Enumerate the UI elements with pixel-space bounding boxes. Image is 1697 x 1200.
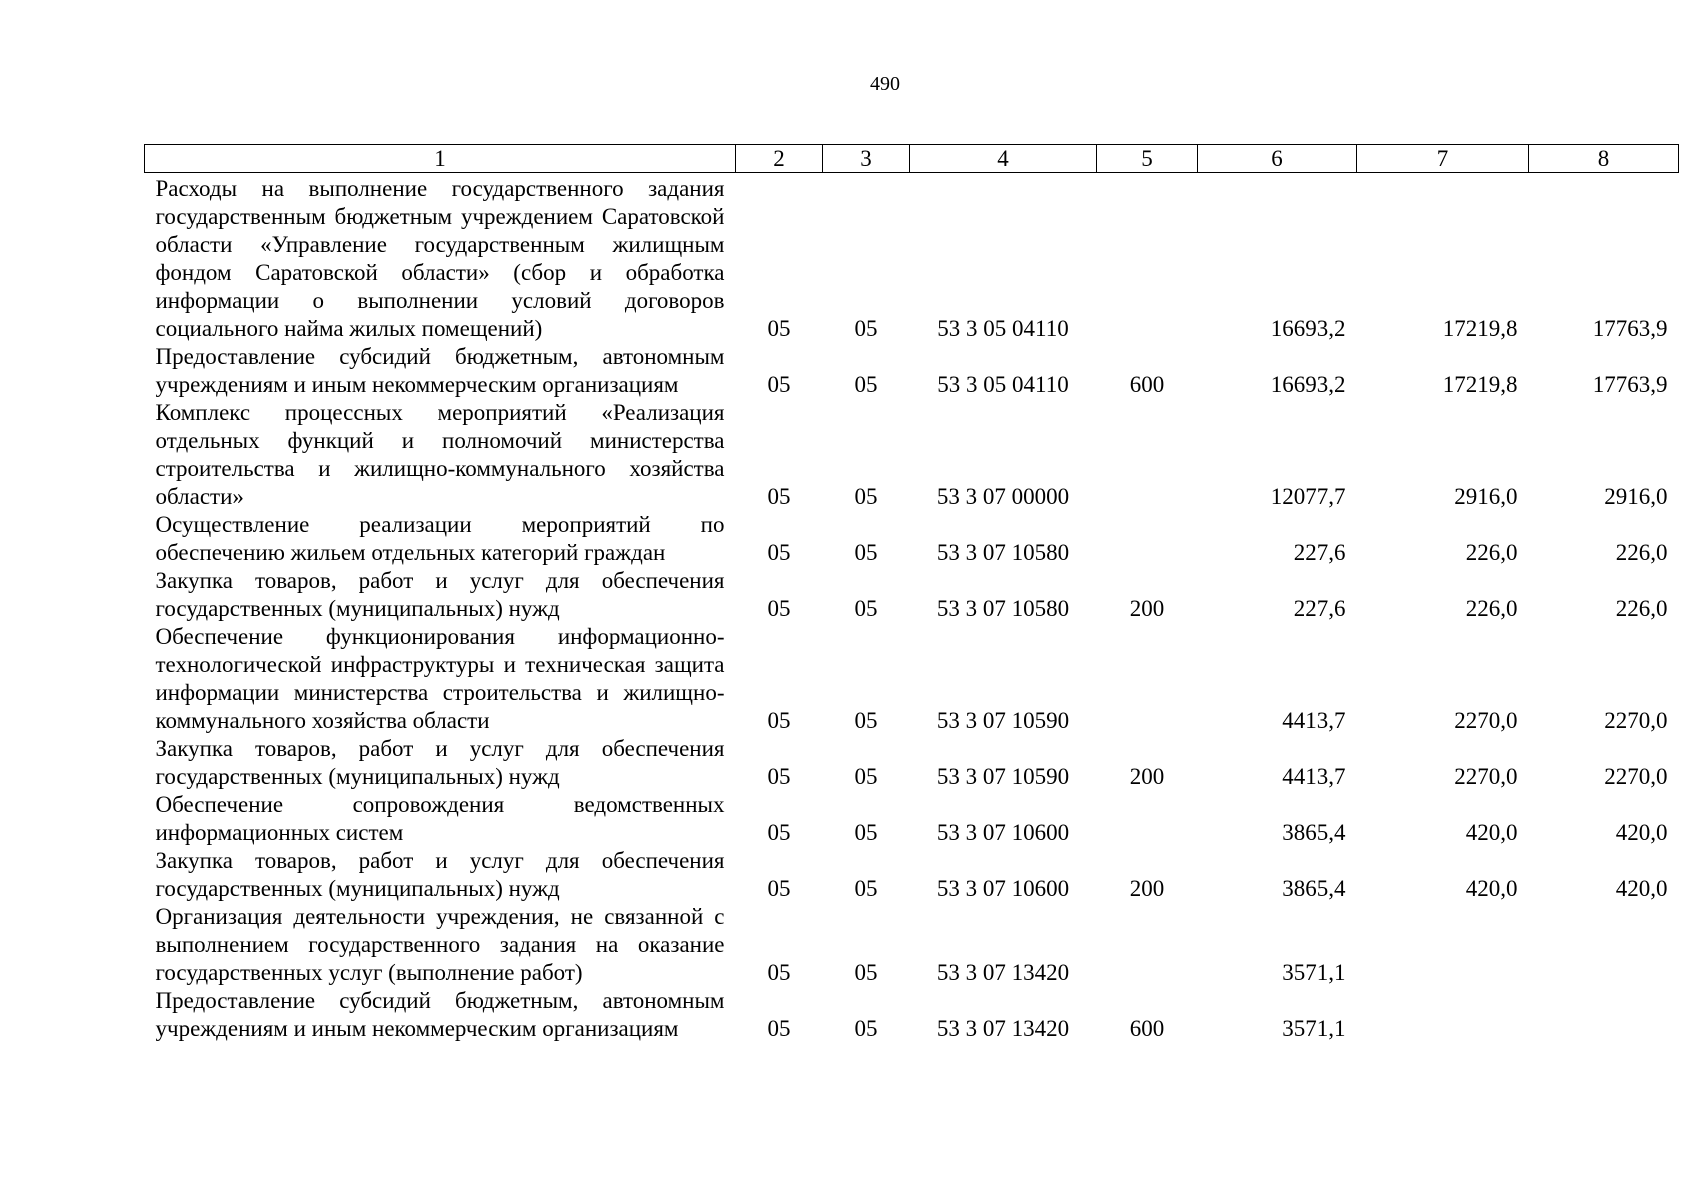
table-row [145, 567, 1679, 623]
column-header: 3 [823, 145, 910, 173]
subsection-code: 05 [854, 372, 878, 397]
expense-type-code: 200 [1129, 764, 1165, 789]
table-row [145, 173, 1679, 344]
amount-col-7: 2270,0 [1454, 708, 1518, 733]
target-article-code: 53 3 07 10590 [936, 764, 1070, 789]
table-row [145, 987, 1679, 1043]
column-number-header-row [145, 145, 1679, 173]
expense-type-code [1097, 903, 1198, 987]
amount-col-6: 3865,4 [1282, 876, 1346, 901]
page-number: 490 [870, 73, 900, 95]
amount-col-8 [1529, 987, 1679, 1043]
section-code: 05 [767, 1016, 791, 1041]
expense-item-name: Расходы на выполнение государственного задания государственным бюджетным учреждением Саратовской области «Управление государственным жилищным фондом Саратовской области» (сбор и обработка информации о выполнении условий договоров социального найма жилых помещений) [155, 176, 725, 341]
expense-type-code [1097, 399, 1198, 511]
amount-col-6: 227,6 [1293, 540, 1346, 565]
amount-col-7: 17219,8 [1442, 372, 1518, 397]
section-code: 05 [767, 708, 791, 733]
target-article-code: 53 3 07 10590 [936, 708, 1070, 733]
target-article-code: 53 3 07 10600 [936, 876, 1070, 901]
subsection-code: 05 [854, 960, 878, 985]
target-article-code: 53 3 07 10580 [936, 540, 1070, 565]
column-header: 4 [910, 145, 1097, 173]
target-article-code: 53 3 07 10600 [936, 820, 1070, 845]
table-row [145, 735, 1679, 791]
subsection-code: 05 [854, 708, 878, 733]
column-header: 1 [145, 145, 736, 173]
amount-col-8: 2916,0 [1604, 484, 1668, 509]
expense-item-name: Обеспечение сопровождения ведомственных информационных систем [155, 792, 725, 845]
amount-col-6: 16693,2 [1270, 316, 1346, 341]
expense-type-code: 600 [1129, 1016, 1165, 1041]
table-row [145, 343, 1679, 399]
expense-item-name: Осуществление реализации мероприятий по обеспечению жильем отдельных категорий граждан [155, 512, 725, 565]
expense-type-code [1097, 623, 1198, 735]
section-code: 05 [767, 876, 791, 901]
amount-col-8: 17763,9 [1592, 316, 1668, 341]
amount-col-7: 17219,8 [1442, 316, 1518, 341]
expense-type-code: 200 [1129, 876, 1165, 901]
subsection-code: 05 [854, 876, 878, 901]
amount-col-8: 420,0 [1615, 876, 1668, 901]
table-row [145, 399, 1679, 511]
section-code: 05 [767, 316, 791, 341]
amount-col-8: 17763,9 [1592, 372, 1668, 397]
table-body [145, 173, 1679, 1044]
section-code: 05 [767, 820, 791, 845]
amount-col-8: 226,0 [1615, 540, 1668, 565]
amount-col-6: 3571,1 [1282, 960, 1346, 985]
expense-type-code: 600 [1129, 372, 1165, 397]
subsection-code: 05 [854, 316, 878, 341]
amount-col-7: 226,0 [1465, 540, 1518, 565]
table-row [145, 511, 1679, 567]
table-row [145, 903, 1679, 987]
amount-col-6: 4413,7 [1282, 708, 1346, 733]
target-article-code: 53 3 07 13420 [936, 1016, 1070, 1041]
subsection-code: 05 [854, 764, 878, 789]
amount-col-8: 420,0 [1615, 820, 1668, 845]
amount-col-8: 226,0 [1615, 596, 1668, 621]
budget-table [144, 144, 1679, 1043]
expense-item-name: Предоставление субсидий бюджетным, автономным учреждениям и иным некоммерческим организациям [155, 988, 725, 1041]
column-header: 6 [1198, 145, 1357, 173]
amount-col-8: 2270,0 [1604, 764, 1668, 789]
section-code: 05 [767, 372, 791, 397]
target-article-code: 53 3 07 10580 [936, 596, 1070, 621]
amount-col-7: 2270,0 [1454, 764, 1518, 789]
amount-col-7: 420,0 [1465, 876, 1518, 901]
expense-item-name: Закупка товаров, работ и услуг для обеспечения государственных (муниципальных) нужд [155, 736, 725, 789]
subsection-code: 05 [854, 596, 878, 621]
amount-col-7: 420,0 [1465, 820, 1518, 845]
amount-col-6: 3865,4 [1282, 820, 1346, 845]
expense-item-name: Организация деятельности учреждения, не связанной с выполнением государственного задания на оказание государственных услуг (выполнение работ) [155, 904, 725, 985]
column-header: 8 [1529, 145, 1679, 173]
section-code: 05 [767, 764, 791, 789]
amount-col-8: 2270,0 [1604, 708, 1668, 733]
expense-type-code: 200 [1129, 596, 1165, 621]
target-article-code: 53 3 07 00000 [936, 484, 1070, 509]
section-code: 05 [767, 540, 791, 565]
table-row [145, 791, 1679, 847]
table-row [145, 623, 1679, 735]
expense-item-name: Закупка товаров, работ и услуг для обеспечения государственных (муниципальных) нужд [155, 568, 725, 621]
subsection-code: 05 [854, 540, 878, 565]
table-row [145, 847, 1679, 903]
expense-item-name: Обеспечение функционирования информационно-технологической инфраструктуры и техническая защита информации министерства строительства и жилищно-коммунального хозяйства области [155, 624, 725, 733]
section-code: 05 [767, 960, 791, 985]
amount-col-8 [1529, 903, 1679, 987]
amount-col-6: 4413,7 [1282, 764, 1346, 789]
amount-col-6: 3571,1 [1282, 1016, 1346, 1041]
section-code: 05 [767, 484, 791, 509]
expense-item-name: Комплекс процессных мероприятий «Реализация отдельных функций и полномочий министерства строительства и жилищно-коммунального хозяйства области» [155, 400, 725, 509]
column-header: 5 [1097, 145, 1198, 173]
expense-item-name: Предоставление субсидий бюджетным, автономным учреждениям и иным некоммерческим организациям [155, 344, 725, 397]
subsection-code: 05 [854, 1016, 878, 1041]
amount-col-6: 227,6 [1293, 596, 1346, 621]
amount-col-7 [1357, 987, 1529, 1043]
amount-col-7: 2916,0 [1454, 484, 1518, 509]
target-article-code: 53 3 05 04110 [937, 316, 1069, 341]
amount-col-6: 16693,2 [1270, 372, 1346, 397]
column-header: 7 [1357, 145, 1529, 173]
expense-type-code [1097, 511, 1198, 567]
column-header: 2 [736, 145, 823, 173]
expense-item-name: Закупка товаров, работ и услуг для обеспечения государственных (муниципальных) нужд [155, 848, 725, 901]
section-code: 05 [767, 596, 791, 621]
amount-col-7 [1357, 903, 1529, 987]
target-article-code: 53 3 05 04110 [937, 372, 1069, 397]
subsection-code: 05 [854, 820, 878, 845]
amount-col-7: 226,0 [1465, 596, 1518, 621]
expense-type-code [1097, 173, 1198, 344]
expense-type-code [1097, 791, 1198, 847]
amount-col-6: 12077,7 [1270, 484, 1346, 509]
subsection-code: 05 [854, 484, 878, 509]
target-article-code: 53 3 07 13420 [936, 960, 1070, 985]
